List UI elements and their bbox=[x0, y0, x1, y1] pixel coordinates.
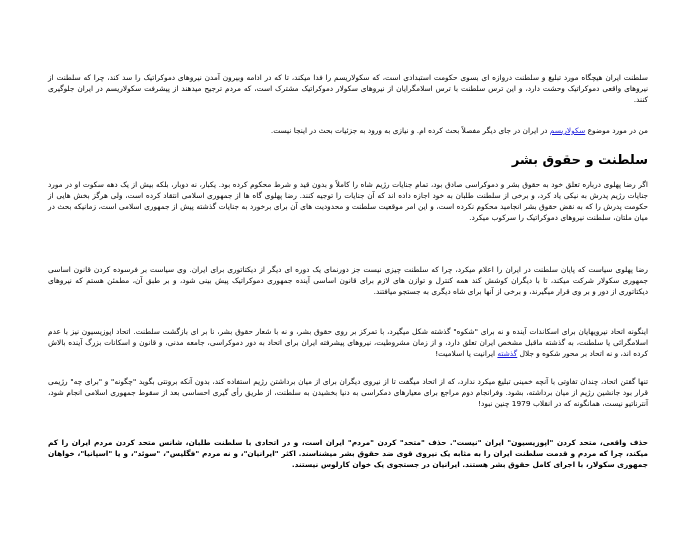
intro-paragraph-secularism bbox=[48, 125, 648, 136]
past-link[interactable]: گذشته bbox=[497, 349, 518, 358]
text-segment: در ایران در جای دیگر مفصلاً بحث کرده ام. و نیازی به ورود به جزئیات بحث در اینجا نیست. bbox=[270, 126, 550, 135]
section-paragraph-2: رضا پهلوی سیاست که پایان سلطنت در ایران را اعلام میکرد، چرا که سلطنت چیزی نیست جز دورنمای یک دوره ای دیگر از دیکتاتوری برای ایران. وی سیاست بر فرسوده کردن قانون اساسی جمهوری سکولار شرکت میکند، تا با دیگران کوشش کند همه کنترل و توازن های لازم برای قانون اساسی آینده جمهوری دموکراتیک پیش بینی شود، و بر طبق آن، مطمئن هستم که نیروهای دیکتاتوری از دور و بر وی قرار میگیرند، و برخی از آنها برای شاه دیگری به جستجو میافتند. bbox=[48, 265, 648, 296]
section-paragraph-3 bbox=[48, 326, 648, 359]
section-paragraph-5: حذف واقعی، متحد کردن "اپوزیسیون" ایران "نیست". حذف "متحد" کردن "مردم" ایران است، و در اتحادی با سلطنت طلبان، شانس متحد کردن مردم ایران را کم میکند، چرا که مردم و قدمت سلطنت ایران را به مثابه یک نیروی قوی ضد حقوق بشر میشناسند. اکثر "ایرانیان"، و نه مردم "فگلیس"، "سوئد"، و یا "اسپانیا"، خواهان جمهوری سکولار، با اجرای کامل حقوق بشر هستند. ایرانیان در جستجوی یک خوان کارلوس نیستند. bbox=[48, 438, 648, 469]
secularism-link[interactable]: سکولاریسم bbox=[549, 126, 586, 135]
section-paragraph-1: اگر رضا پهلوی درباره تعلق خود به حقوق بشر و دموکراسی صادق بود، تمام جنایات رژیم شاه را کاملاً و بدون قید و شرط محکوم کرده بود. یکبار، نه دوبار، بلکه بیش از یک دهه سکوت او در مورد جنایات رژیم پدرش به نیکی یاد کرد، و برخی از سلطنت طلبان به خود اجازه داده اند که آن جنایات را توجیه کنند. رضا پهلوی گاه ها از جمهوری اسلامی انتقاد کرده است، ولی هرگز بخش هایی از حکومت پدرش را که به نقض حقوق بشر انجامید محکوم نکرده است، و این امر موقعیت سلطنت و محدودیت های آن برای برخورد به جنایات گذشته پیش از جمهوری اسلامی است، زمانیکه بحث در میان ملتان، سلطنت نیروهای دموکراتیک را سرکوب میکرد. bbox=[48, 180, 648, 222]
intro-paragraph: سلطنت ایران هیچگاه مورد تبلیغ و سلطنت دروازه ای بسوی حکومت استبدادی است، که سکولاریسم را فدا میکند، تا که در ادامه وبیرون آمدن نیروهای دموکراتیک را سد کند، چرا که سلطنت از نیروهای واقعی دموکراتیک وحشت دارد، و این ترس سلطنت با ترس اسلامگرایان از نیروهای سکولار دموکراتیک مشترک است، که مردم ترجیح میدهند از پیشرفت سکولاریسم در ایران جلوگیری کنند. bbox=[48, 73, 648, 104]
section-heading: سلطنت و حقوق بشر bbox=[511, 153, 648, 168]
text-segment: من در مورد موضوع bbox=[585, 126, 648, 135]
text-segment: ایرانیت یا اسلامیت! bbox=[435, 349, 498, 358]
text-segment: اینگونه اتحاد نیرویهایان برای اسکاندات آینده و نه برای "شکوه" گذشته شکل میگیرد، با تمرکز بر روی حقوق بشر، و نه با شعار حقوق بشر، نا بر ای بازگشت سلطنت. اتحاد اپوزیسیون نیز با عدم اسلامگرائی یا سلطنت، به گذشته ماقبل مشخص ایران تعلق دارد، و از زمان مشروطیت، نیروهای پیشرفته ایران برای اتحاد به دور دموکراسی، جامعه مدنی، و قانون و اسکانات بزرگ آینده بالاش کرده اند، و نه اتحاد بر محور شکوه و جلال bbox=[48, 327, 648, 358]
section-paragraph-4: تنها گفتن اتحاد، چندان تفاوتی با آنچه خمینی تبلیغ میکرد ندارد، که از اتحاد میگفت تا از نیروی دیگران برای از میان برداشتن رژیم استفاده کند، بدون آنکه برونتی بگوید "چگونه" و "برای چه" رژیمی قرار بود جانشین رژیم از میان برداشته، بشود. وفرانجام دوم مراجع برای معیارهای دمکراسی به دنیا بخشیدن به سلطنت، از طریق رأی گیری احساسی بعد از سقوط جمهوری اسلامی انجام شود، آنترناتیو نیست، همانگونه که در انقلاب 1979 چنین نبود! bbox=[48, 377, 648, 408]
